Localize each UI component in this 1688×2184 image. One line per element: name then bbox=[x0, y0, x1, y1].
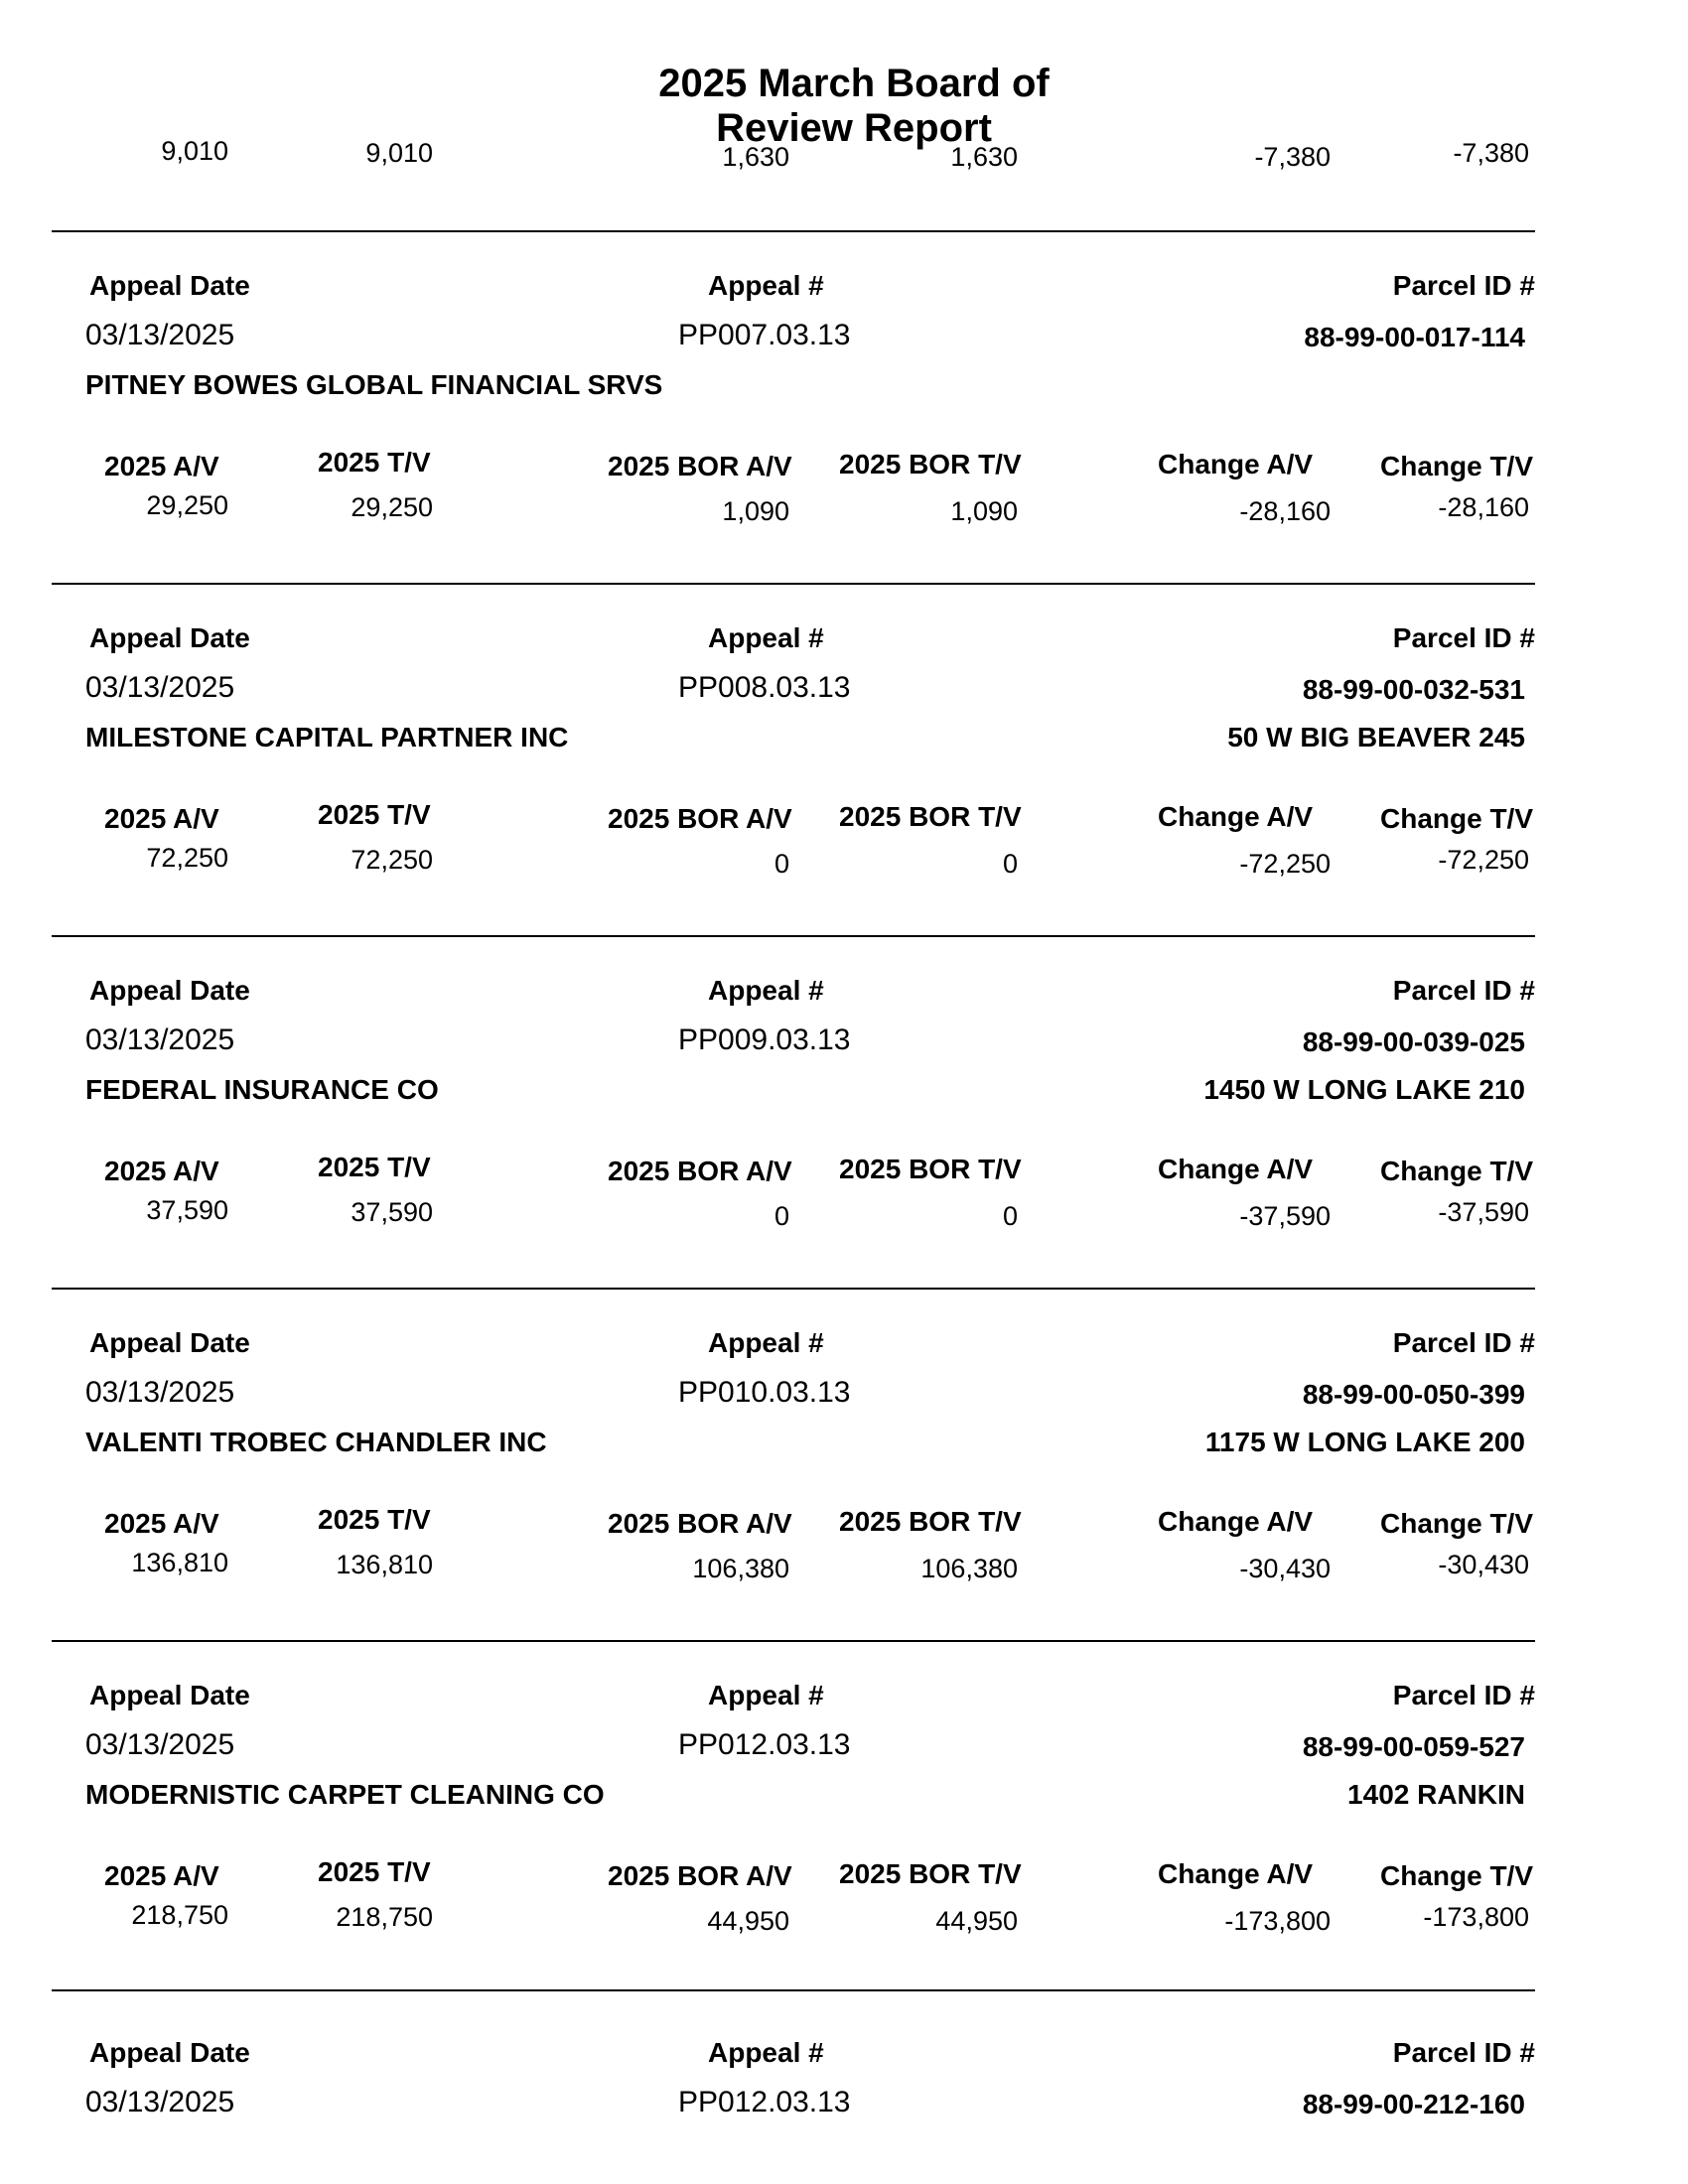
change-tv-header: Change T/V bbox=[1380, 1508, 1534, 1539]
appeal-number-header: Appeal # bbox=[708, 1680, 824, 1710]
appeal-number-header: Appeal # bbox=[708, 975, 824, 1006]
top-bor-av: 1,630 bbox=[722, 142, 789, 172]
parcel-id: 88-99-00-059-527 bbox=[1302, 1731, 1525, 1762]
av-header: 2025 A/V bbox=[104, 803, 219, 834]
appeal-number: PP007.03.13 bbox=[678, 319, 851, 351]
tv-header: 2025 T/V bbox=[318, 1504, 431, 1535]
bor-tv-header: 2025 BOR T/V bbox=[839, 801, 1022, 832]
appeal-date: 03/13/2025 bbox=[85, 671, 235, 704]
tv-header: 2025 T/V bbox=[318, 1152, 431, 1182]
av-header: 2025 A/V bbox=[104, 451, 219, 481]
appeal-number-header: Appeal # bbox=[708, 1327, 824, 1358]
av-value: 218,750 bbox=[131, 1900, 228, 1930]
appeal-date-header: Appeal Date bbox=[89, 2037, 250, 2068]
tv-value: 29,250 bbox=[351, 492, 433, 522]
owner-name: PITNEY BOWES GLOBAL FINANCIAL SRVS bbox=[85, 369, 663, 400]
property-address: 50 W BIG BEAVER 245 bbox=[1227, 722, 1525, 752]
record-divider bbox=[52, 230, 1535, 232]
appeal-number: PP009.03.13 bbox=[678, 1024, 851, 1056]
appeal-date: 03/13/2025 bbox=[85, 2086, 235, 2118]
parcel-id: 88-99-00-212-160 bbox=[1302, 2089, 1525, 2119]
tv-header: 2025 T/V bbox=[318, 1856, 431, 1887]
parcel-id: 88-99-00-032-531 bbox=[1302, 674, 1525, 705]
change-tv-header: Change T/V bbox=[1380, 1156, 1534, 1186]
av-header: 2025 A/V bbox=[104, 1156, 219, 1186]
parcel-id-header: Parcel ID # bbox=[1392, 2037, 1535, 2068]
av-value: 37,590 bbox=[146, 1195, 228, 1225]
top-bor-tv: 1,630 bbox=[950, 142, 1018, 172]
change-av-header: Change A/V bbox=[1158, 1154, 1314, 1184]
appeal-number-header: Appeal # bbox=[708, 622, 824, 653]
change-tv-header: Change T/V bbox=[1380, 451, 1534, 481]
appeal-number: PP012.03.13 bbox=[678, 2086, 851, 2118]
av-value: 136,810 bbox=[131, 1548, 228, 1577]
change-tv-value: -173,800 bbox=[1423, 1902, 1529, 1932]
change-av-value: -37,590 bbox=[1239, 1201, 1331, 1231]
change-tv-value: -37,590 bbox=[1438, 1197, 1529, 1227]
tv-header: 2025 T/V bbox=[318, 447, 431, 478]
av-value: 72,250 bbox=[146, 843, 228, 873]
record-divider bbox=[52, 1288, 1535, 1290]
appeal-number-header: Appeal # bbox=[708, 2037, 824, 2068]
av-value: 29,250 bbox=[146, 490, 228, 520]
property-address: 1402 RANKIN bbox=[1347, 1779, 1525, 1810]
owner-name: MODERNISTIC CARPET CLEANING CO bbox=[85, 1779, 605, 1810]
change-av-value: -72,250 bbox=[1239, 849, 1331, 879]
tv-value: 136,810 bbox=[336, 1550, 433, 1579]
bor-av-header: 2025 BOR A/V bbox=[608, 1156, 792, 1186]
bor-av-header: 2025 BOR A/V bbox=[608, 451, 792, 481]
bor-av-header: 2025 BOR A/V bbox=[608, 1860, 792, 1891]
parcel-id-header: Parcel ID # bbox=[1392, 622, 1535, 653]
bor-tv-header: 2025 BOR T/V bbox=[839, 1858, 1022, 1889]
parcel-id-header: Parcel ID # bbox=[1392, 270, 1535, 301]
tv-value: 218,750 bbox=[336, 1902, 433, 1932]
change-av-value: -30,430 bbox=[1239, 1554, 1331, 1583]
appeal-date: 03/13/2025 bbox=[85, 1024, 235, 1056]
parcel-id-header: Parcel ID # bbox=[1392, 975, 1535, 1006]
appeal-number: PP008.03.13 bbox=[678, 671, 851, 704]
bor-tv-value: 1,090 bbox=[950, 496, 1018, 526]
parcel-id: 88-99-00-017-114 bbox=[1304, 322, 1525, 352]
record-divider bbox=[52, 1640, 1535, 1642]
appeal-date-header: Appeal Date bbox=[89, 1327, 250, 1358]
parcel-id: 88-99-00-050-399 bbox=[1302, 1379, 1525, 1410]
tv-value: 72,250 bbox=[351, 845, 433, 875]
appeal-date-header: Appeal Date bbox=[89, 1680, 250, 1710]
owner-name: VALENTI TROBEC CHANDLER INC bbox=[85, 1427, 547, 1457]
bor-tv-value: 44,950 bbox=[935, 1906, 1018, 1936]
appeal-date-header: Appeal Date bbox=[89, 270, 250, 301]
parcel-id: 88-99-00-039-025 bbox=[1302, 1026, 1525, 1057]
tv-header: 2025 T/V bbox=[318, 799, 431, 830]
appeal-date-header: Appeal Date bbox=[89, 975, 250, 1006]
change-av-header: Change A/V bbox=[1158, 801, 1314, 832]
appeal-date-header: Appeal Date bbox=[89, 622, 250, 653]
bor-tv-header: 2025 BOR T/V bbox=[839, 1506, 1022, 1537]
bor-tv-header: 2025 BOR T/V bbox=[839, 449, 1022, 479]
bor-av-value: 44,950 bbox=[707, 1906, 789, 1936]
tv-value: 37,590 bbox=[351, 1197, 433, 1227]
change-av-header: Change A/V bbox=[1158, 449, 1314, 479]
record-divider bbox=[52, 935, 1535, 937]
top-change-av: -7,380 bbox=[1254, 142, 1331, 172]
rule-last bbox=[52, 1989, 1535, 1991]
appeal-number-header: Appeal # bbox=[708, 270, 824, 301]
change-tv-value: -72,250 bbox=[1438, 845, 1529, 875]
property-address: 1175 W LONG LAKE 200 bbox=[1204, 1427, 1525, 1457]
change-av-value: -173,800 bbox=[1224, 1906, 1331, 1936]
bor-av-value: 0 bbox=[774, 1201, 789, 1231]
top-change-tv: -7,380 bbox=[1453, 138, 1529, 168]
parcel-id-header: Parcel ID # bbox=[1392, 1327, 1535, 1358]
bor-tv-header: 2025 BOR T/V bbox=[839, 1154, 1022, 1184]
av-header: 2025 A/V bbox=[104, 1508, 219, 1539]
av-header: 2025 A/V bbox=[104, 1860, 219, 1891]
appeal-number: PP010.03.13 bbox=[678, 1376, 851, 1409]
report-title: 2025 March Board of Review Report bbox=[658, 62, 1050, 150]
bor-av-header: 2025 BOR A/V bbox=[608, 803, 792, 834]
owner-name: MILESTONE CAPITAL PARTNER INC bbox=[85, 722, 569, 752]
change-av-value: -28,160 bbox=[1239, 496, 1331, 526]
bor-av-value: 1,090 bbox=[722, 496, 789, 526]
change-tv-value: -28,160 bbox=[1438, 492, 1529, 522]
bor-av-value: 0 bbox=[774, 849, 789, 879]
bor-tv-value: 106,380 bbox=[920, 1554, 1018, 1583]
bor-tv-value: 0 bbox=[1002, 1201, 1018, 1231]
appeal-date: 03/13/2025 bbox=[85, 1376, 235, 1409]
parcel-id-header: Parcel ID # bbox=[1392, 1680, 1535, 1710]
change-tv-header: Change T/V bbox=[1380, 803, 1534, 834]
appeal-number: PP012.03.13 bbox=[678, 1728, 851, 1761]
appeal-date: 03/13/2025 bbox=[85, 1728, 235, 1761]
change-av-header: Change A/V bbox=[1158, 1858, 1314, 1889]
record-divider bbox=[52, 583, 1535, 585]
owner-name: FEDERAL INSURANCE CO bbox=[85, 1074, 439, 1105]
top-av: 9,010 bbox=[161, 136, 228, 166]
property-address: 1450 W LONG LAKE 210 bbox=[1203, 1074, 1525, 1105]
appeal-date: 03/13/2025 bbox=[85, 319, 235, 351]
bor-av-value: 106,380 bbox=[692, 1554, 789, 1583]
bor-av-header: 2025 BOR A/V bbox=[608, 1508, 792, 1539]
top-tv: 9,010 bbox=[365, 138, 433, 168]
bor-tv-value: 0 bbox=[1002, 849, 1018, 879]
change-tv-value: -30,430 bbox=[1438, 1550, 1529, 1579]
change-av-header: Change A/V bbox=[1158, 1506, 1314, 1537]
change-tv-header: Change T/V bbox=[1380, 1860, 1534, 1891]
